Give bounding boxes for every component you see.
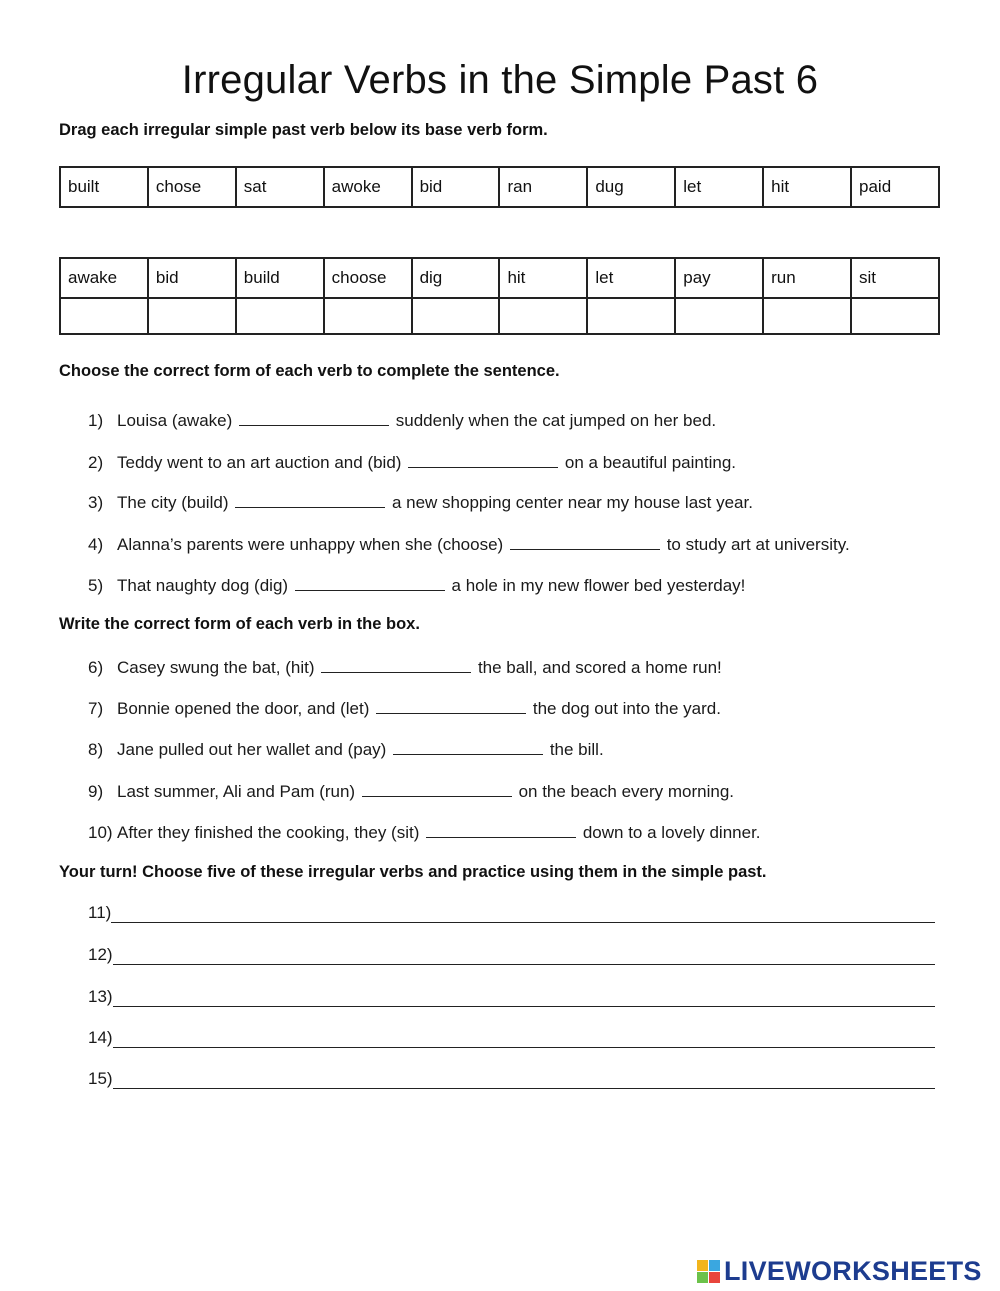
answer-input[interactable] [393, 738, 543, 755]
practice-input[interactable] [113, 1072, 935, 1089]
base-verbs-row [60, 258, 939, 298]
sentence-item [88, 738, 604, 760]
item-number: 7) [88, 699, 104, 718]
draggable-word[interactable]: bid [412, 167, 500, 207]
practice-line [88, 903, 935, 923]
brand-name: LIVEWORKSHEETS [724, 1255, 982, 1286]
answer-select[interactable] [510, 533, 660, 550]
drop-zone[interactable] [499, 298, 587, 334]
sentence-item [88, 574, 745, 596]
worksheet-title: Irregular Verbs in the Simple Past 6 [181, 58, 819, 102]
base-verbs-table [59, 257, 940, 335]
draggable-word[interactable]: sat [236, 167, 324, 207]
item-number: 4) [88, 535, 104, 554]
draggable-word[interactable]: let [675, 167, 763, 207]
item-number: 1) [88, 411, 104, 430]
item-number: 6) [88, 658, 104, 677]
drop-zone[interactable] [412, 298, 500, 334]
drop-zone[interactable] [851, 298, 939, 334]
practice-line [88, 987, 935, 1007]
sentence-start: Jane pulled out her wallet and (pay) [117, 740, 387, 759]
base-verb-cell: pay [675, 258, 763, 298]
sentence-start: Casey swung the bat, (hit) [117, 658, 315, 677]
item-number: 15) [88, 1069, 113, 1088]
base-verb-cell: sit [851, 258, 939, 298]
draggable-word[interactable]: built [60, 167, 148, 207]
drop-zone-row [60, 298, 939, 334]
sentence-end: to study art at university. [666, 535, 850, 554]
item-number: 13) [88, 987, 113, 1006]
drop-zone[interactable] [675, 298, 763, 334]
drop-zone[interactable] [587, 298, 675, 334]
drop-zone[interactable] [148, 298, 236, 334]
instruction-drag: Drag each irregular simple past verb below its base verb form. [59, 121, 548, 139]
base-verb-cell: awake [60, 258, 148, 298]
answer-select[interactable] [295, 574, 445, 591]
sentence-start: Bonnie opened the door, and (let) [117, 699, 370, 718]
sentence-item [88, 491, 753, 513]
sentence-end: on a beautiful painting. [564, 453, 737, 472]
instruction-choose: Choose the correct form of each verb to complete the sentence. [59, 362, 560, 380]
item-number: 8) [88, 740, 104, 759]
item-number: 3) [88, 493, 104, 512]
answer-select[interactable] [408, 451, 558, 468]
item-number: 14) [88, 1028, 113, 1047]
sentence-item [88, 780, 734, 802]
instruction-write: Write the correct form of each verb in the box. [59, 615, 420, 633]
sentence-end: the dog out into the yard. [532, 699, 721, 718]
sentence-end: on the beach every morning. [518, 782, 735, 801]
base-verb-cell: bid [148, 258, 236, 298]
sentence-end: a new shopping center near my house last year. [391, 493, 753, 512]
sentence-start: That naughty dog (dig) [117, 576, 289, 595]
past-verbs-table [59, 166, 940, 208]
liveworksheets-logo[interactable] [697, 1256, 982, 1286]
past-verbs-row [60, 167, 939, 207]
item-number: 2) [88, 453, 104, 472]
sentence-start: Alanna’s parents were unhappy when she (choose) [117, 535, 504, 554]
sentence-start: Last summer, Ali and Pam (run) [117, 782, 356, 801]
draggable-word[interactable]: hit [763, 167, 851, 207]
item-number: 9) [88, 782, 104, 801]
sentence-item [88, 821, 761, 843]
base-verb-cell: dig [412, 258, 500, 298]
base-verb-cell: run [763, 258, 851, 298]
practice-line [88, 1069, 935, 1089]
sentence-start: Louisa (awake) [117, 411, 233, 430]
base-verb-cell: choose [324, 258, 412, 298]
answer-select[interactable] [235, 491, 385, 508]
draggable-word[interactable]: chose [148, 167, 236, 207]
answer-input[interactable] [321, 656, 471, 673]
sentence-end: the bill. [549, 740, 604, 759]
practice-input[interactable] [111, 906, 935, 923]
sentence-end: suddenly when the cat jumped on her bed. [395, 411, 717, 430]
practice-line [88, 1028, 935, 1048]
practice-input[interactable] [113, 948, 935, 965]
instruction-practice: Your turn! Choose five of these irregular verbs and practice using them in the simple past. [59, 863, 767, 881]
answer-select[interactable] [239, 409, 389, 426]
drop-zone[interactable] [236, 298, 324, 334]
draggable-word[interactable]: awoke [324, 167, 412, 207]
answer-input[interactable] [426, 821, 576, 838]
base-verb-cell: build [236, 258, 324, 298]
logo-icon [697, 1260, 720, 1283]
sentence-start: The city (build) [117, 493, 229, 512]
answer-input[interactable] [362, 780, 512, 797]
sentence-item [88, 533, 850, 555]
drop-zone[interactable] [324, 298, 412, 334]
sentence-start: Teddy went to an art auction and (bid) [117, 453, 402, 472]
sentence-item [88, 451, 736, 473]
sentence-item [88, 409, 716, 431]
base-verb-cell: let [587, 258, 675, 298]
draggable-word[interactable]: dug [587, 167, 675, 207]
sentence-end: down to a lovely dinner. [582, 823, 761, 842]
practice-input[interactable] [113, 1031, 935, 1048]
item-number: 5) [88, 576, 104, 595]
drop-zone[interactable] [60, 298, 148, 334]
sentence-end: the ball, and scored a home run! [477, 658, 722, 677]
sentence-item [88, 697, 721, 719]
sentence-end: a hole in my new flower bed yesterday! [451, 576, 746, 595]
practice-line [88, 945, 935, 965]
item-number: 12) [88, 945, 113, 964]
drop-zone[interactable] [763, 298, 851, 334]
draggable-word[interactable]: ran [499, 167, 587, 207]
item-number: 10) [88, 823, 113, 842]
item-number: 11) [88, 903, 112, 922]
practice-input[interactable] [113, 990, 935, 1007]
draggable-word[interactable]: paid [851, 167, 939, 207]
sentence-item [88, 656, 722, 678]
answer-input[interactable] [376, 697, 526, 714]
base-verb-cell: hit [499, 258, 587, 298]
sentence-start: After they finished the cooking, they (sit) [117, 823, 420, 842]
